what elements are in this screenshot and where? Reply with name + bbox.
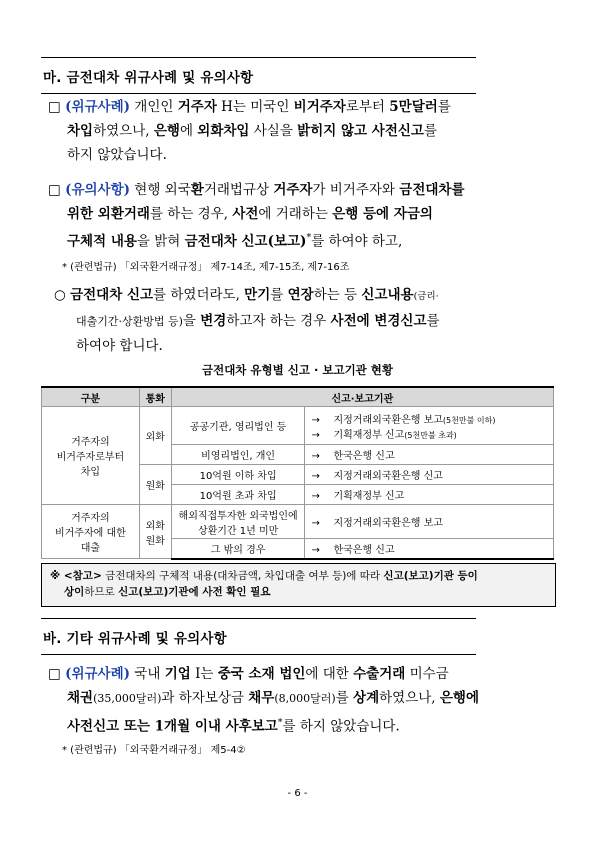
agency-cell <box>305 445 554 465</box>
text: 상이 <box>64 586 85 598</box>
text: 을 밝혀 <box>136 233 185 250</box>
text: (5천만불 초과) <box>404 430 457 440</box>
text: 로부터 <box>345 99 390 115</box>
text: 금전대차의 구체적 내용(대차금액, 차입대출 여부 등)에 따라 <box>101 570 384 582</box>
text: 를 <box>423 123 437 139</box>
text: 지정거래외국환은행 보고 <box>333 518 443 529</box>
text: 국내 <box>130 666 165 682</box>
text: 한국은행 신고 <box>333 451 395 462</box>
currency-foreign: 외화 <box>139 407 171 465</box>
case-tag: (위규사례) <box>65 666 131 682</box>
section-title: 바. 기타 위규사례 및 유의사항 <box>43 631 227 647</box>
text: 에 대한 <box>305 666 354 682</box>
text: 비거주자에 대한 <box>54 528 126 539</box>
text: 위한 외환거래 <box>67 206 150 222</box>
category-lend <box>42 505 140 559</box>
text: 개인인 <box>130 99 178 115</box>
text: 변경 <box>200 313 227 329</box>
text: 를 <box>270 287 288 303</box>
text: 은행 등에 자금의 <box>332 206 433 222</box>
text: 기업 <box>164 666 191 682</box>
text: 거주자 <box>177 99 217 115</box>
text: 를 <box>335 690 354 706</box>
section-header-ba <box>41 618 476 655</box>
currency-both <box>139 505 171 559</box>
arrow-right-icon: → <box>311 451 320 462</box>
currency-won: 원화 <box>139 465 171 505</box>
text: 하는 등 <box>313 287 362 303</box>
text: 를 하지 않았습니다. <box>282 718 400 735</box>
circle1-line2 <box>54 309 559 334</box>
arrow-right-icon: → <box>311 429 320 441</box>
text: 를 <box>437 99 451 115</box>
text: 해외직접투자한 외국법인에 <box>178 510 298 522</box>
text: 를 하는 경우, <box>149 206 233 222</box>
violation-case-2 <box>48 662 558 739</box>
text: 를 하여야 하고, <box>311 233 403 250</box>
text: (35,000달러) <box>93 692 162 705</box>
text: 를 하였더라도, <box>153 287 245 303</box>
caution1-line3 <box>48 226 558 254</box>
text: 환 <box>190 182 204 198</box>
category-borrow <box>42 407 140 505</box>
arrow-right-icon: → <box>311 414 320 426</box>
text: 중국 소재 법인 <box>217 666 306 682</box>
text: 차입 <box>80 467 101 478</box>
text: 사전에 변경신고 <box>330 313 427 329</box>
text: 를 <box>426 313 440 329</box>
text: 상환기간 1년 미만 <box>197 525 279 537</box>
footnote-1: * (관련법규) 「외국환거래규정」 제7-14조, 제7-15조, 제7-16조 <box>62 262 350 273</box>
text: 하였으나, <box>93 123 154 139</box>
case-tag: (위규사례) <box>65 99 131 115</box>
text: 채무 <box>248 690 275 706</box>
circle-bullet-icon: ○ <box>54 287 66 303</box>
text: 비거주자 <box>293 99 346 115</box>
text: 대출기간·상환방법 등) <box>76 315 183 328</box>
table-header-row <box>42 387 554 407</box>
condition-cell <box>171 505 305 539</box>
text: 원화 <box>145 535 165 547</box>
text: ※ <참고> <box>50 570 102 582</box>
text: 미수금 <box>405 666 449 682</box>
header-currency: 통화 <box>139 387 171 407</box>
case2-line1 <box>48 662 558 686</box>
circle-note-1 <box>54 283 559 358</box>
text: 금전대차를 <box>399 182 465 198</box>
text: 거주자 <box>273 182 313 198</box>
condition-cell: 10억원 이하 차입 <box>171 465 305 485</box>
text: 은행 <box>153 123 180 139</box>
header-category: 구분 <box>42 387 140 407</box>
text: 하므로 <box>84 586 119 598</box>
text: 수출거래 <box>353 666 406 682</box>
footnote-mark: * <box>306 232 312 243</box>
text: 사실을 <box>249 123 298 139</box>
text: 을 <box>182 313 201 329</box>
square-bullet-icon: □ <box>48 182 61 198</box>
text: 채권 <box>67 690 94 706</box>
text: 5만달러 <box>389 99 438 115</box>
circle1-line1 <box>54 283 559 309</box>
text: 에 거래하는 <box>258 206 333 222</box>
ref-line1 <box>50 568 547 584</box>
section-title: 마. 금전대차 위규사례 및 유의사항 <box>43 70 254 86</box>
text: 신고(보고)기관에 사전 확인 필요 <box>118 586 271 598</box>
case2-line3 <box>48 711 558 739</box>
caution-tag: (유의사항) <box>65 182 131 198</box>
text: 지정거래외국환은행 보고 <box>333 414 443 426</box>
text: 대출 <box>80 543 101 554</box>
caution-1 <box>48 178 558 254</box>
case2-line2 <box>48 686 558 711</box>
arrow-right-icon: → <box>311 471 320 482</box>
text: 기획재정부 신고 <box>333 491 405 502</box>
text: 밝히지 않고 사전신고 <box>297 123 424 139</box>
text: 외화차입 <box>197 123 250 139</box>
text: 과 하자보상금 <box>161 690 249 706</box>
arrow-right-icon: → <box>311 518 320 529</box>
square-bullet-icon: □ <box>48 666 61 682</box>
text: 신고내용 <box>361 287 414 303</box>
text: I는 <box>190 666 218 682</box>
header-agency: 신고·보고기관 <box>171 387 553 407</box>
agency-cell <box>305 465 554 485</box>
ref-line2 <box>50 584 547 600</box>
agency-cell <box>305 539 554 559</box>
text: 상계 <box>353 690 380 706</box>
footnote-mark: * <box>277 717 283 728</box>
case1-line1 <box>48 95 558 119</box>
text: (금리· <box>413 291 439 302</box>
text: H는 미국인 <box>216 99 294 115</box>
caution1-line2 <box>48 202 558 226</box>
footnote-2: * (관련법규) 「외국환거래규정」 제5-4② <box>62 745 246 756</box>
text: 금전대차 신고(보고) <box>184 233 307 250</box>
text: 하였으나, <box>379 690 440 706</box>
agency-cell <box>305 485 554 505</box>
text: 구체적 내용 <box>67 233 137 250</box>
condition-cell: 그 밖의 경우 <box>171 539 305 559</box>
text: 사전 <box>232 206 259 222</box>
text: 에 <box>179 123 198 139</box>
text: 가 비거주자와 <box>312 182 400 198</box>
text: 비거주자로부터 <box>56 452 125 463</box>
section-rule-bottom <box>41 654 476 655</box>
circle1-line3: 하여야 합니다. <box>76 338 163 354</box>
text: 외화 <box>145 520 165 532</box>
text: (8,000달러) <box>274 692 336 705</box>
caution1-line1 <box>48 178 558 202</box>
arrow-right-icon: → <box>311 544 320 556</box>
text: 거주자의 <box>71 437 110 448</box>
condition-cell: 공공기관, 영리법인 등 <box>171 407 305 445</box>
case1-line2 <box>48 119 558 143</box>
text: 지정거래외국환은행 신고 <box>333 471 443 482</box>
agency-cell <box>305 505 554 539</box>
arrow-right-icon: → <box>311 491 320 502</box>
reference-note-box <box>41 563 556 607</box>
section-rule-bottom <box>41 93 476 94</box>
agency-cell <box>305 407 554 445</box>
section-header-ma <box>41 57 476 94</box>
text: 사전신고 또는 1개월 이내 사후보고 <box>67 718 278 735</box>
text: 연장 <box>287 287 314 303</box>
text: 기획재정부 신고 <box>333 429 405 441</box>
case1-line3: 하지 않았습니다. <box>67 147 167 163</box>
table-row <box>42 505 554 539</box>
table-title: 금전대차 유형별 신고 · 보고기관 현황 <box>201 363 394 377</box>
table-row <box>42 407 554 445</box>
text: 하고자 하는 경우 <box>226 313 331 329</box>
condition-cell: 비영리법인, 개인 <box>171 445 305 465</box>
report-agency-table <box>41 386 554 560</box>
text: (5천만불 이하) <box>442 415 496 425</box>
page-number: - 6 - <box>287 788 308 799</box>
violation-case-1 <box>48 95 558 167</box>
square-bullet-icon: □ <box>48 99 61 115</box>
text: 거래법규상 <box>203 182 274 198</box>
text: 신고(보고)기관 등이 <box>383 570 478 582</box>
text: 금전대차 신고 <box>70 287 154 303</box>
condition-cell: 10억원 초과 차입 <box>171 485 305 505</box>
text: 현행 외국 <box>130 182 191 198</box>
text: 한국은행 신고 <box>333 544 395 556</box>
text: 만기 <box>244 287 271 303</box>
text: 차입 <box>67 123 94 139</box>
text: 은행에 <box>439 690 479 706</box>
text: 거주자의 <box>71 513 110 524</box>
